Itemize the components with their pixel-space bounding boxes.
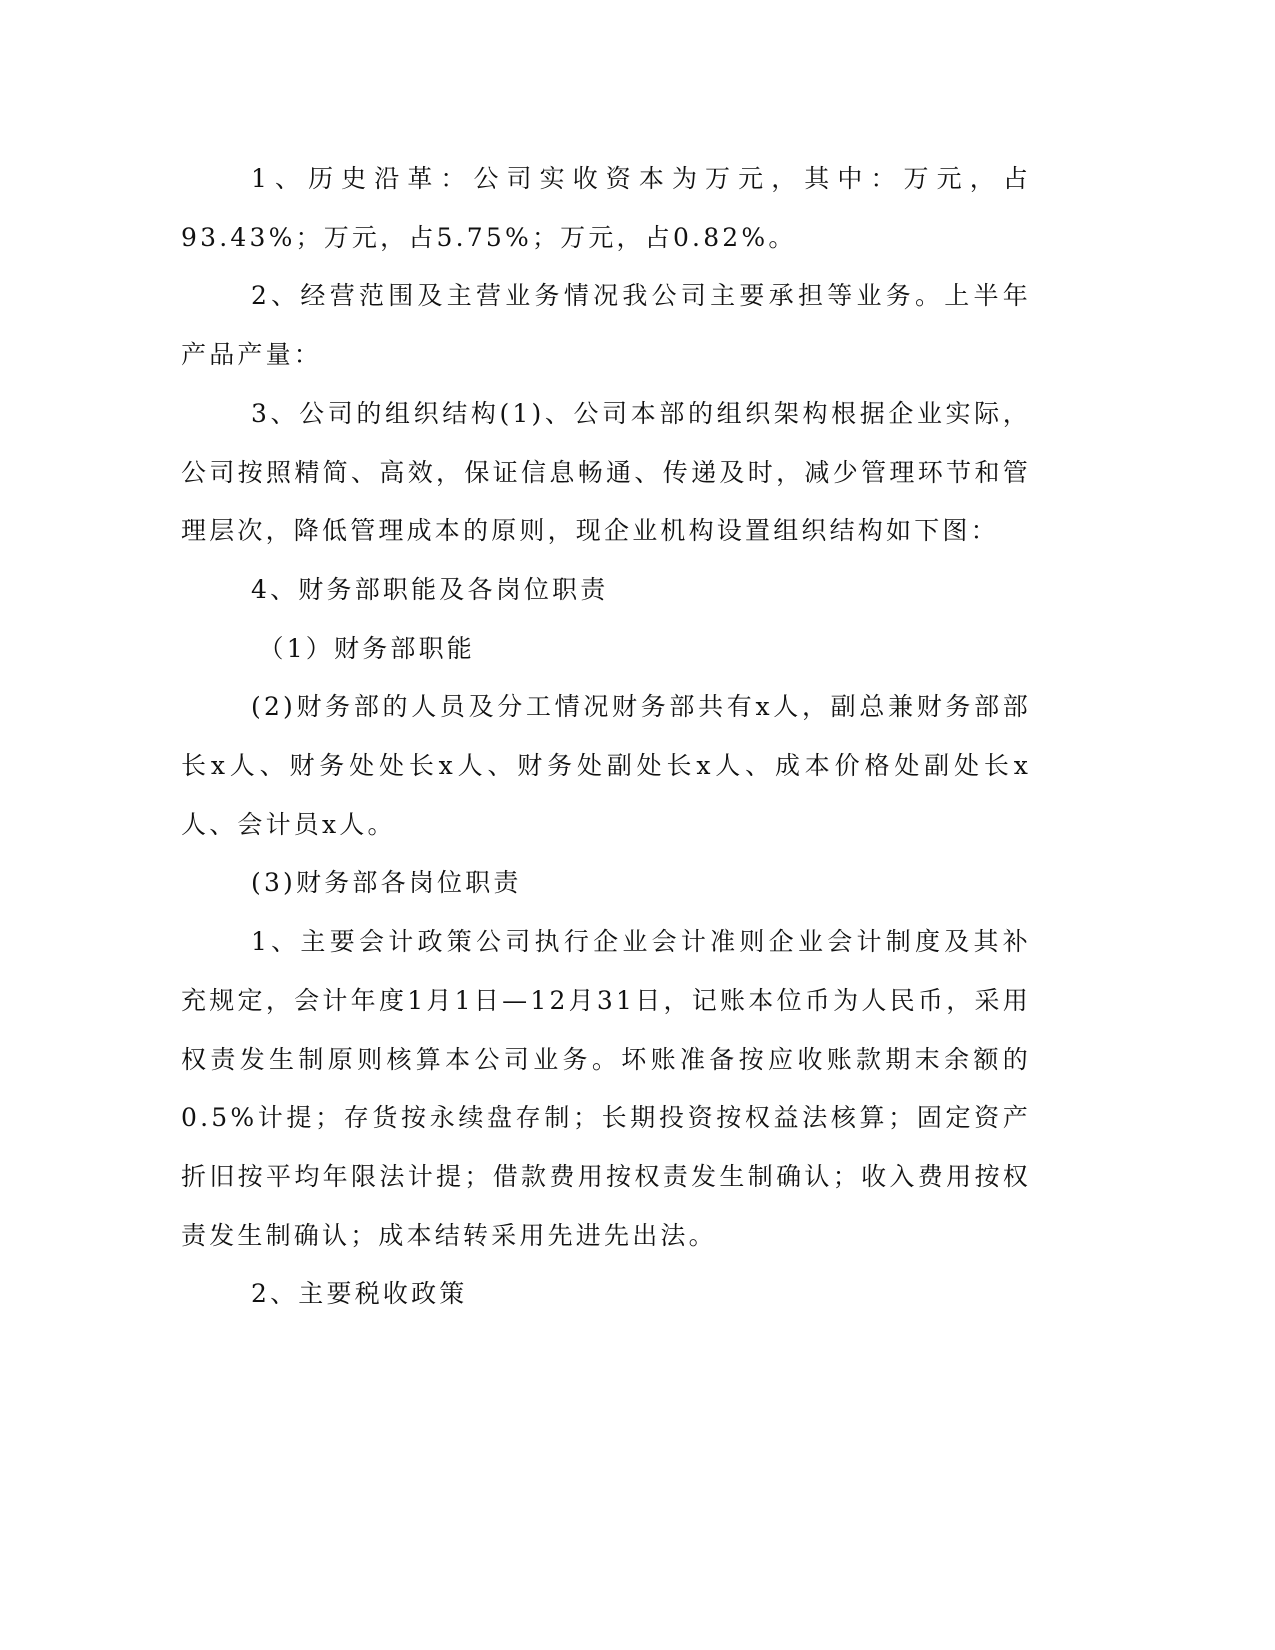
- paragraph-business-scope: 2、经营范围及主营业务情况我公司主要承担等业务。上半年产品产量：: [181, 281, 1031, 370]
- paragraph-tax-policy: 2、主要税收政策: [251, 1279, 468, 1309]
- document-body: [181, 150, 1031, 1324]
- paragraph-finance-staff: (2)财务部的人员及分工情况财务部共有x人，副总兼财务部部长x人、财务处处长x人、财务处副处长x人、成本价格处副处长x人、会计员x人。: [181, 692, 1031, 839]
- paragraph-finance-duties: (3)财务部各岗位职责: [251, 868, 522, 898]
- paragraph-organization: 3、公司的组织结构(1)、公司本部的组织架构根据企业实际，公司按照精简、高效，保证信息畅通、传递及时，减少管理环节和管理层次，降低管理成本的原则，现企业机构设置组织结构如下图：: [181, 398, 1031, 546]
- paragraph-accounting-policy: 1、主要会计政策公司执行企业会计准则企业会计制度及其补充规定，会计年度1月1日—12月31日，记账本位币为人民币，采用权责发生制原则核算本公司业务。坏账准备按应收账款期末余额的0.5%计提；存货按永续盘存制；长期投资按权益法核算；固定资产折旧按平均年限法计提；借款费用按权责发生制确认；收入费用按权责发生制确认；成本结转采用先进先出法。: [181, 927, 1031, 1250]
- paragraph-history: 1、历史沿革：公司实收资本为万元，其中：万元，占93.43%；万元，占5.75%；万元，占0.82%。: [181, 164, 1031, 252]
- paragraph-finance-heading: 4、财务部职能及各岗位职责: [251, 574, 609, 604]
- paragraph-finance-function: （1）财务部职能: [258, 633, 476, 663]
